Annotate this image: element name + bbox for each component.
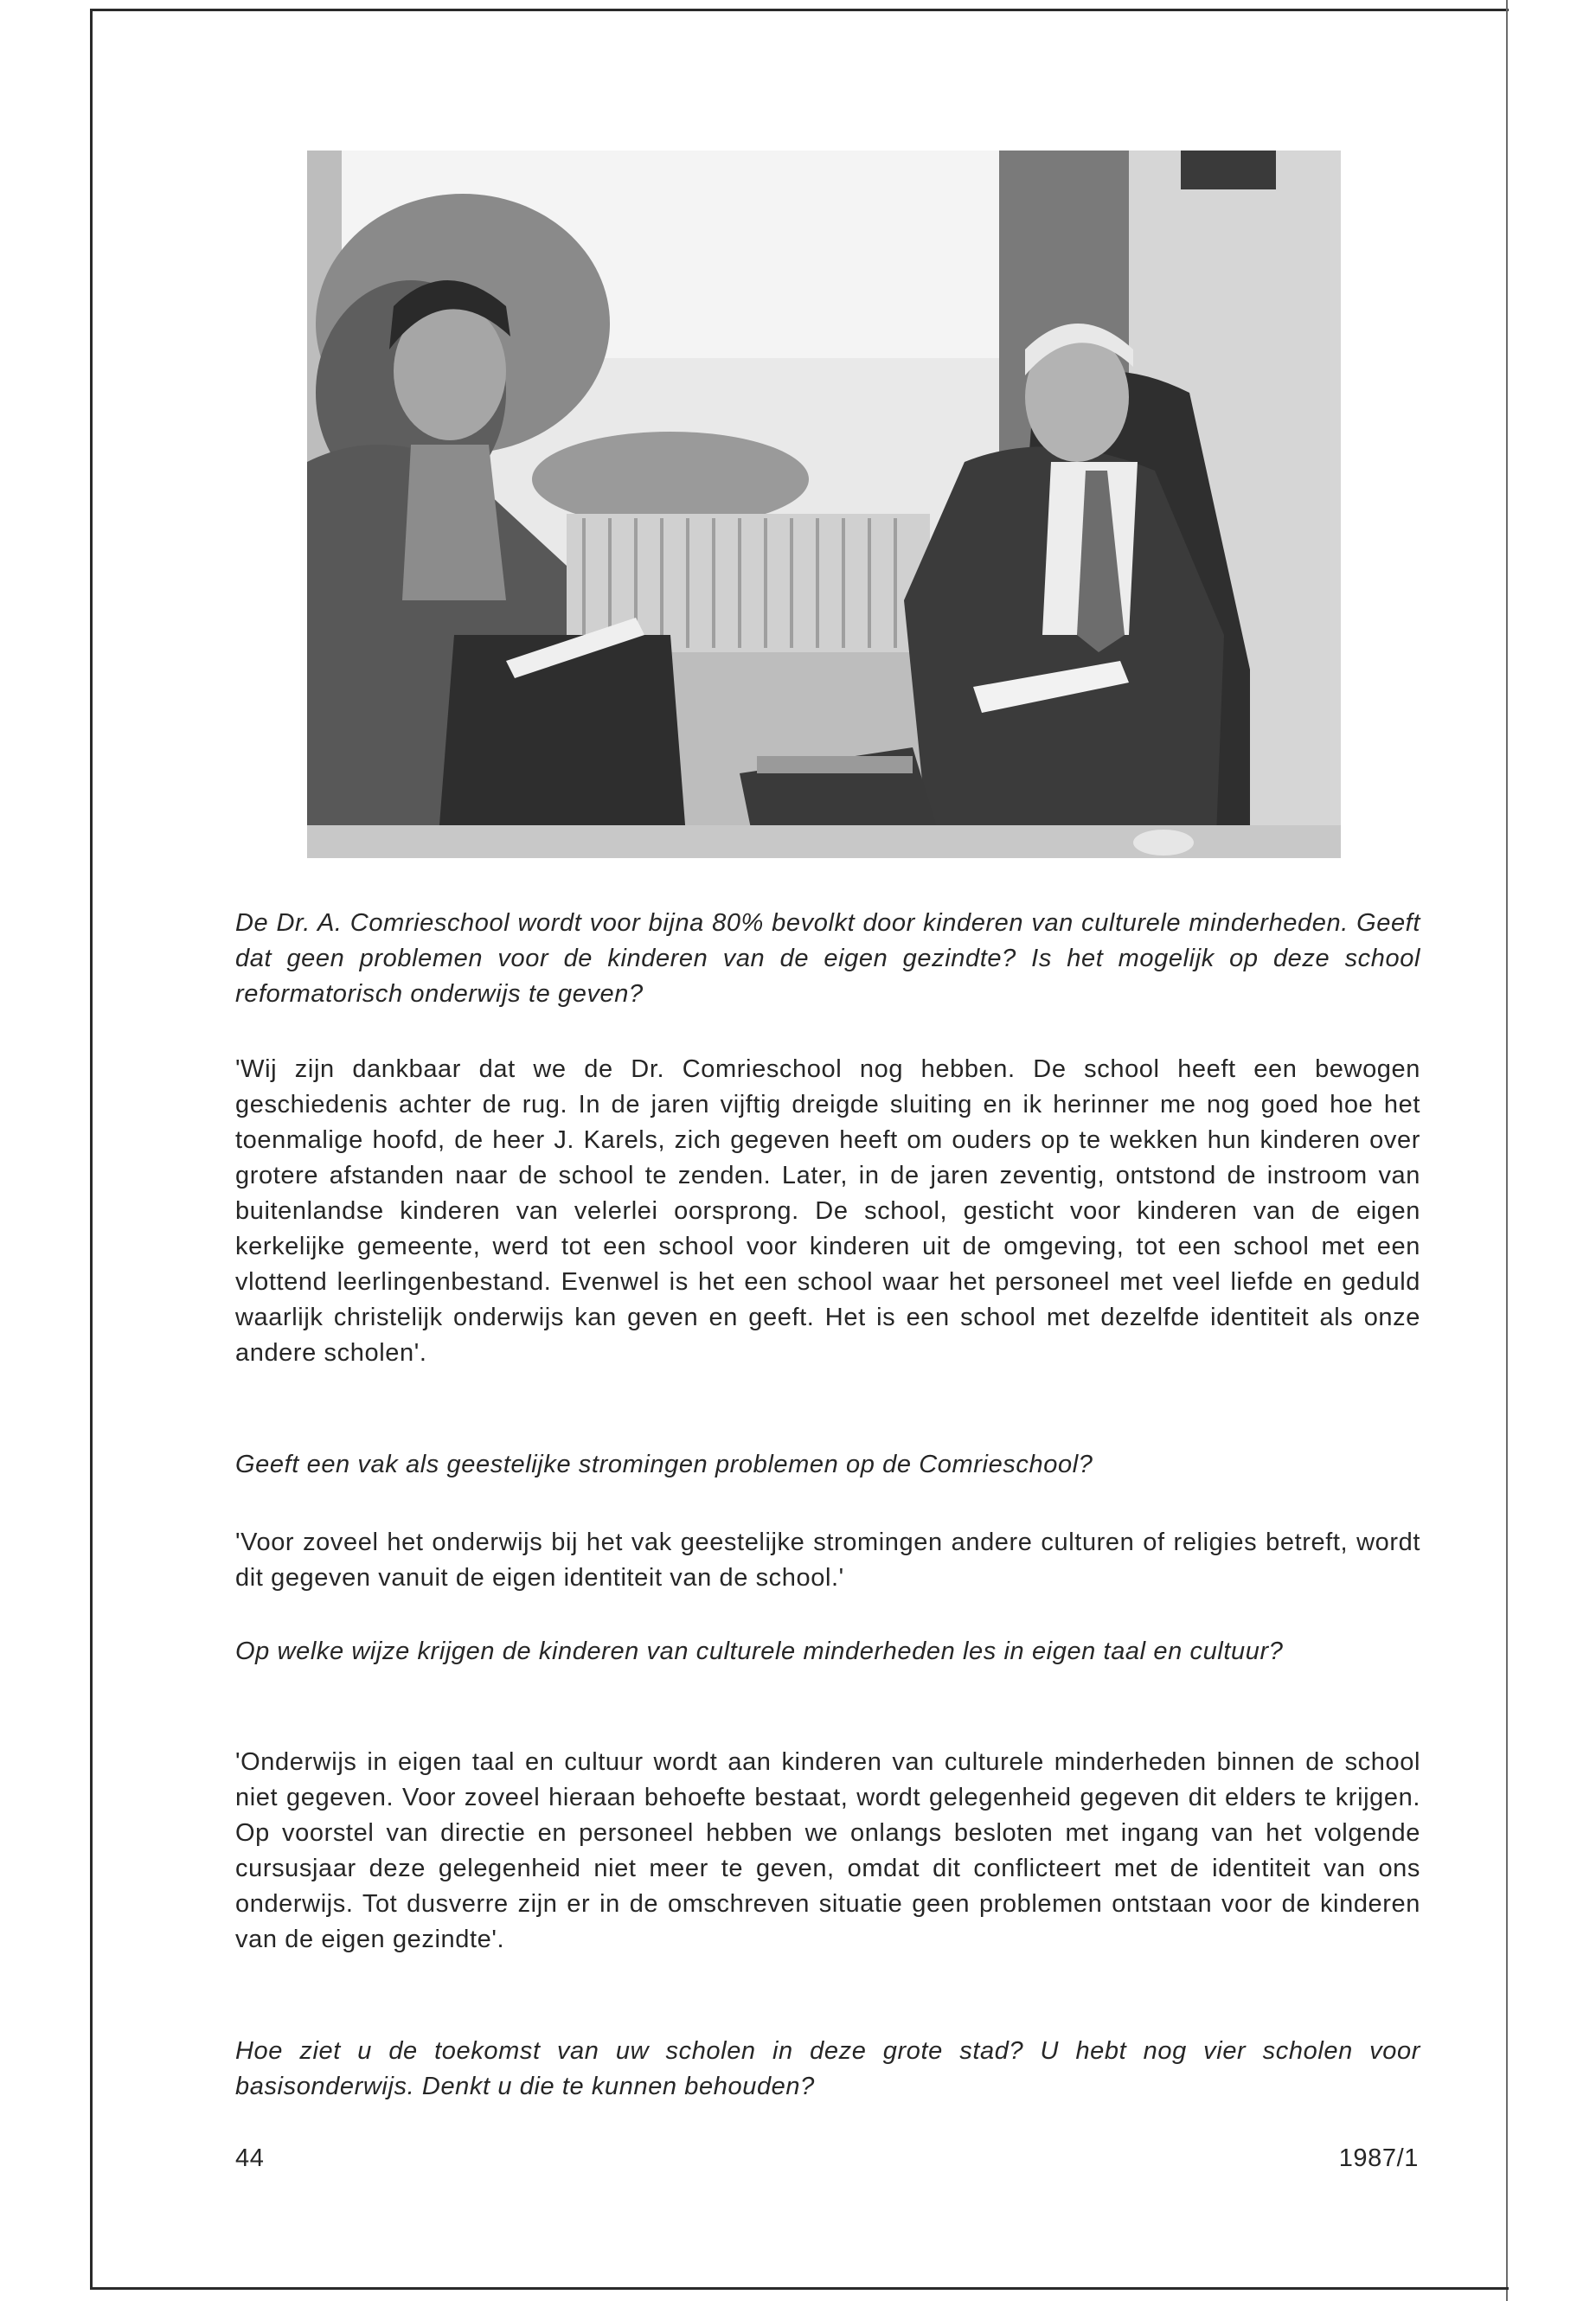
- interview-photo: [307, 151, 1341, 858]
- answer-paragraph-2: 'Voor zoveel het onderwijs bij het vak geestelijke stromingen andere culturen of religies betreft, wordt dit gegeven vanuit de eigen identiteit van de school.': [235, 1529, 1420, 1592]
- interview-question-2: Geeft een vak als geestelijke stromingen problemen op de Comrieschool?: [235, 1451, 1093, 1478]
- answer-paragraph-1: 'Wij zijn dankbaar dat we de Dr. Comrieschool nog hebben. De school heeft een bewogen geschiedenis achter de rug. In de jaren vijftig dreigde sluiting en ik herinner me nog goed hoe het toenmalige hoofd, de heer J. Karels, zich gegeven heeft om ouders op te wekken hun kinderen over grotere afstanden naar de school te zenden. Later, in de jaren zeventig, ontstond de instroom van buitenlandse kinderen van velerlei oorsprong. De school, gesticht voor kinderen van de eigen kerkelijke gemeente, werd tot een school voor kinderen uit de omgeving, tot een school met een vlottend leerlingenbestand. Evenwel is het een school waar het personeel met veel liefde en geduld waarlijk christelijk onderwijs kan geven en geeft. Het is een school met dezelfde identiteit als onze andere scholen'.: [235, 1055, 1420, 1367]
- interview-question-3: Op welke wijze krijgen de kinderen van culturele minderheden les in eigen taal en cultuur?: [235, 1638, 1284, 1665]
- scan-frame-right: [1506, 0, 1508, 2301]
- scan-frame-bottom: [90, 2287, 1509, 2290]
- scan-frame-left: [90, 9, 93, 2288]
- photo-caption: De Dr. A. Comrieschool wordt voor bijna 80% bevolkt door kinderen van culturele minderheden. Geeft dat geen problemen voor de kinderen van de eigen gezindte? Is het mogelijk op deze school reformatorisch onderwijs te geven?: [235, 909, 1420, 1008]
- page-number: 44: [235, 2144, 265, 2172]
- interview-question-4: Hoe ziet u de toekomst van uw scholen in deze grote stad? U hebt nog vier scholen voor basisonderwijs. Denkt u die te kunnen behouden?: [235, 2037, 1420, 2100]
- scan-frame-top: [90, 9, 1509, 11]
- answer-paragraph-3: 'Onderwijs in eigen taal en cultuur wordt aan kinderen van culturele minderheden binnen de school niet gegeven. Voor zoveel hieraan behoefte bestaat, wordt gelegenheid gegeven dit elders te krijgen. Op voorstel van directie en personeel hebben we onlangs besloten met ingang van het volgende cursusjaar deze gelegenheid niet meer te geven, omdat dit conflicteert met de identiteit van ons onderwijs. Tot dusverre zijn er in de omschreven situatie geen problemen ontstaan voor de kinderen van de eigen gezindte'.: [235, 1748, 1420, 1953]
- issue-number: 1987/1: [1338, 2144, 1419, 2172]
